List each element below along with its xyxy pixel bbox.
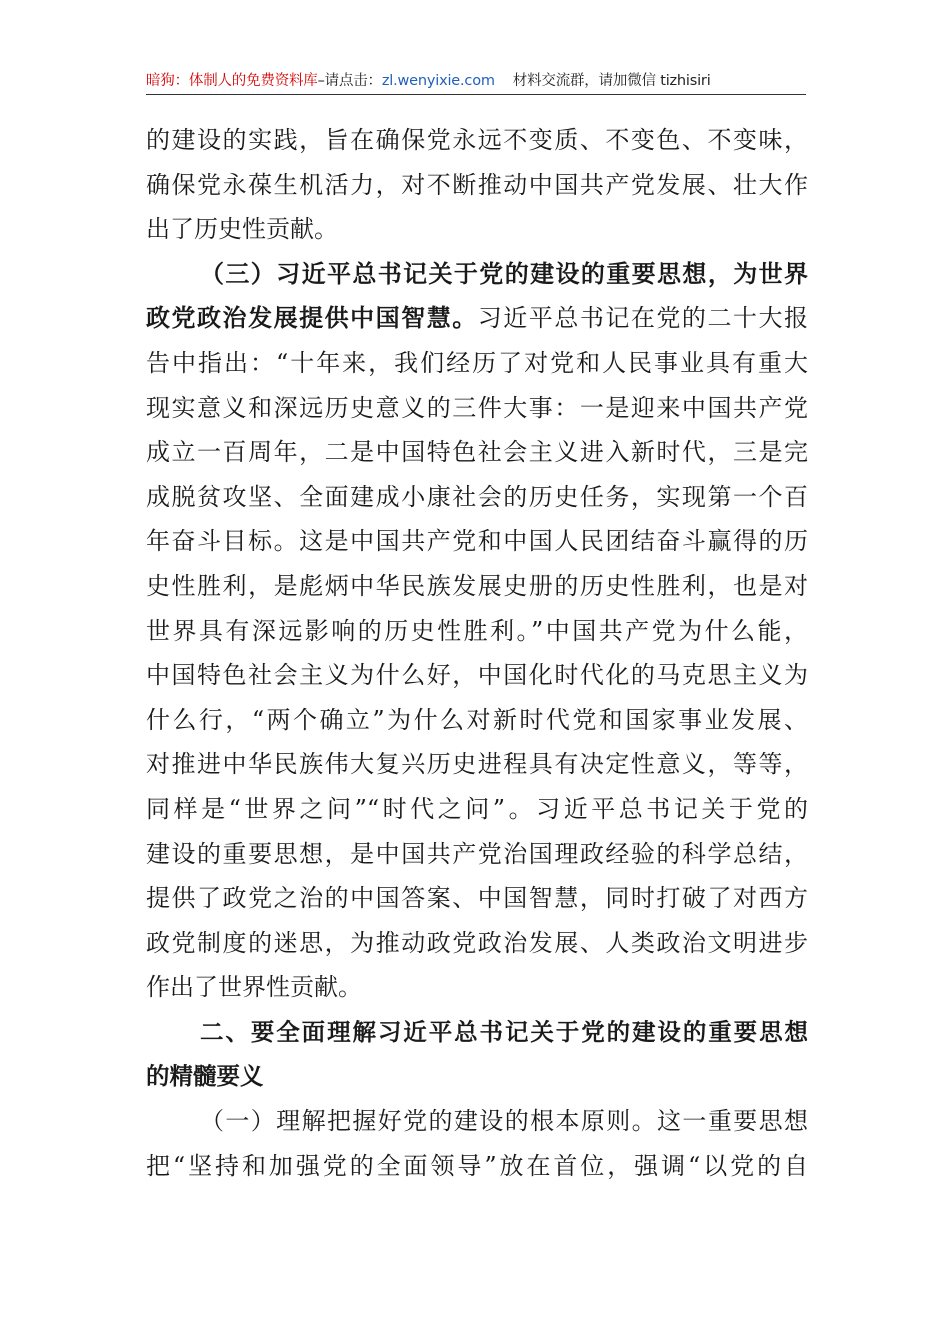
text-line: 确保党永葆生机活力，对不断推动中国共产党发展、壮大作	[146, 170, 808, 199]
section-heading-tail: 的精髓要义	[146, 1062, 264, 1091]
subheading-line: （三）习近平总书记关于党的建设的重要思想，为世界	[200, 259, 808, 288]
text-line: 世界具有深远影响的历史性胜利。”中国共产党为什么能，	[146, 616, 808, 645]
text-line: 史性胜利，是彪炳中华民族发展史册的历史性胜利，也是对	[146, 571, 808, 600]
text-line: 建设的重要思想，是中国共产党治国理政经验的科学总结，	[146, 839, 808, 868]
site-name[interactable]: 暗狗：体制人的免费资料库	[146, 73, 318, 89]
text-line: 成立一百周年，二是中国特色社会主义进入新时代，三是完	[146, 438, 808, 467]
text-line: 中国特色社会主义为什么好，中国化时代化的马克思主义为	[146, 661, 808, 690]
site-url-link[interactable]: zl.wenyixie.com	[381, 73, 495, 89]
text-line: 什么行，“两个确立”为什么对新时代党和国家事业发展、	[146, 705, 808, 734]
text-line: 年奋斗目标。这是中国共产党和中国人民团结奋斗赢得的历	[146, 527, 808, 556]
text-line	[146, 296, 808, 341]
subheading-tail: 政党政治发展提供中国智慧。	[146, 304, 478, 333]
text-line: 成脱贫攻坚、全面建成小康社会的历史任务，实现第一个百	[146, 482, 808, 511]
page-header-banner	[146, 68, 806, 95]
document-body	[146, 118, 808, 1188]
text-line: 作出了世界性贡献。	[146, 973, 362, 1002]
text-line: （一）理解把握好党的建设的根本原则。这一重要思想	[200, 1107, 808, 1136]
text-line: 提供了政党之治的中国答案、中国智慧，同时打破了对西方	[146, 884, 808, 913]
text-line: 同样是“世界之问”“时代之问”。习近平总书记关于党的	[146, 794, 808, 823]
text-line: 对推进中华民族伟大复兴历史进程具有决定性意义，等等，	[146, 750, 808, 779]
text-line: 告中指出：“十年来，我们经历了对党和人民事业具有重大	[146, 348, 808, 377]
click-prompt: –请点击：	[317, 73, 382, 89]
text-line: 出了历史性贡献。	[146, 215, 338, 244]
text-line: 的建设的实践，旨在确保党永远不变质、不变色、不变味，	[146, 126, 808, 154]
text-line: 现实意义和深远历史意义的三件大事：一是迎来中国共产党	[146, 393, 808, 422]
group-note: 材料交流群，请加微信 tizhisiri	[512, 73, 711, 89]
section-heading: 二、要全面理解习近平总书记关于党的建设的重要思想	[200, 1017, 808, 1046]
text-line: 政党制度的迷思，为推动政党政治发展、人类政治文明进步	[146, 928, 808, 957]
text-line: 把“坚持和加强党的全面领导”放在首位，强调“以党的自	[146, 1151, 808, 1180]
paragraph-text: 习近平总书记在党的二十大报	[477, 304, 808, 333]
